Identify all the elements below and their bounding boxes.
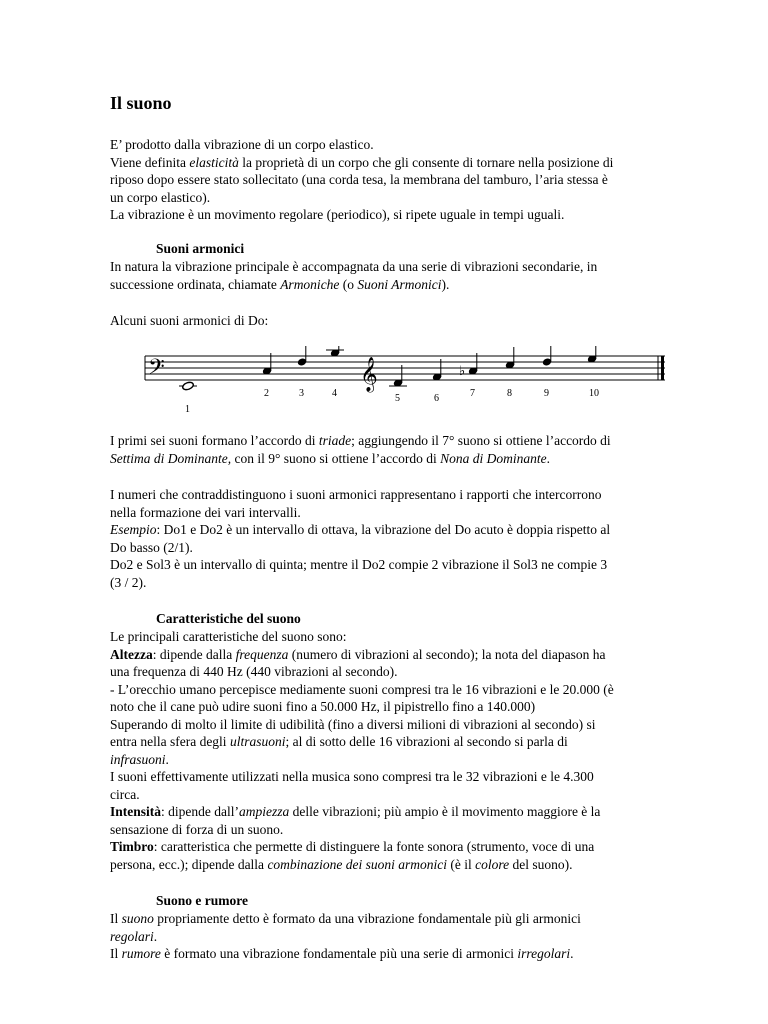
text-line: persona, ecc.); dipende dalla combinazione dei suoni armonici (è il colore del suono). — [110, 856, 573, 872]
text-line: Il suono propriamente detto è formato da una vibrazione fondamentale più gli armonici — [110, 911, 581, 926]
text-line: Settima di Dominante, con il 9° suono si ottiene l’accordo di Nona di Dominante. — [110, 450, 550, 466]
final-barline-thick — [661, 356, 664, 380]
text-line: E’ prodotto dalla vibrazione di un corpo elastico. — [110, 137, 374, 152]
text-line: I numeri che contraddistinguono i suoni armonici rappresentano i rapporti che intercorrono — [110, 487, 602, 502]
flat-icon: ♭ — [459, 364, 466, 379]
text-line: successione ordinata, chiamate Armoniche (o Suoni Armonici). — [110, 276, 450, 292]
music-staff-harmonics — [140, 346, 670, 416]
text-line: noto che il cane può udire suoni fino a 50.000 Hz, il pipistrello fino a 140.000) — [110, 699, 536, 714]
harmonic-number: 7 — [470, 388, 475, 399]
text-line: Timbro: caratteristica che permette di distinguere la fonte sonora (strumento, voce di una — [110, 839, 595, 854]
section-heading-armonici: Suoni armonici — [156, 241, 245, 256]
harmonic-number: 10 — [589, 388, 599, 399]
triade-paragraph — [110, 432, 690, 467]
intro-paragraph — [110, 136, 690, 224]
text-line: Altezza: dipende dalla frequenza (numero di vibrazioni al secondo); la nota del diapason ha — [110, 646, 606, 662]
harmonic-number: 8 — [507, 388, 512, 399]
text-line: I suoni effettivamente utilizzati nella musica sono compresi tra le 32 vibrazioni e le 4.300 — [110, 769, 594, 784]
text-line: In natura la vibrazione principale è accompagnata da una serie di vibrazioni secondarie, in — [110, 259, 598, 274]
text-line: Intensità: dipende dall’ampiezza delle vibrazioni; più ampio è il movimento maggiore è la — [110, 804, 601, 819]
page-title: Il suono — [110, 93, 172, 113]
numeri-paragraph — [110, 486, 690, 591]
harmonic-number: 9 — [544, 388, 549, 399]
text-line: nella formazione dei vari intervalli. — [110, 504, 301, 520]
text-line: Do2 e Sol3 è un intervallo di quinta; mentre il Do2 compie 2 vibrazione il Sol3 ne compie 3 — [110, 557, 608, 572]
armonici-paragraph — [110, 258, 690, 293]
text-line: sensazione di forza di un suono. — [110, 821, 284, 837]
text-line: Il rumore è formato una vibrazione fondamentale più una serie di armonici irregolari. — [110, 946, 574, 961]
text-line: entra nella sfera degli ultrasuoni; al di sotto delle 16 vibrazioni al secondo si parla di — [110, 734, 568, 749]
text-line: La vibrazione è un movimento regolare (periodico), si ripete uguale in tempi uguali. — [110, 207, 565, 222]
harmonic-number: 3 — [299, 388, 304, 399]
text-line: Superando di molto il limite di udibilità (fino a diversi milioni di vibrazioni al secondo) si — [110, 716, 596, 732]
harmonic-number: 1 — [185, 404, 190, 415]
harmonic-number: 5 — [395, 393, 400, 404]
text-line: (3 / 2). — [110, 574, 147, 590]
caratteristiche-paragraph — [110, 628, 690, 873]
text-line: Esempio: Do1 e Do2 è un intervallo di ottava, la vibrazione del Do acuto è doppia rispetto al — [110, 522, 611, 537]
section-heading-rumore: Suono e rumore — [156, 893, 249, 908]
text-line: Le principali caratteristiche del suono sono: — [110, 629, 347, 644]
text-line: Do basso (2/1). — [110, 539, 193, 555]
text-line: regolari. — [110, 928, 158, 944]
text-line: circa. — [110, 786, 140, 802]
harmonic-number: 6 — [434, 393, 439, 404]
rumore-paragraph — [110, 910, 690, 963]
text-line: riposo dopo essere stato sollecitato (una corda tesa, la membrana del tamburo, l’aria stessa è — [110, 172, 608, 187]
text-line: I primi sei suoni formano l’accordo di triade; aggiungendo il 7° suono si ottiene l’accordo di — [110, 433, 611, 448]
bass-clef-icon: 𝄢 — [148, 355, 165, 385]
text-line: infrasuoni. — [110, 751, 169, 767]
note-head — [182, 381, 195, 391]
armonici-caption: Alcuni suoni armonici di Do: — [110, 313, 269, 328]
text-line: - L’orecchio umano percepisce mediamente suoni compresi tra le 16 vibrazioni e le 20.000 (è — [110, 681, 614, 697]
harmonic-number: 2 — [264, 388, 269, 399]
text-line: un corpo elastico). — [110, 189, 211, 205]
text-line: Viene definita elasticità la proprietà di un corpo che gli consente di tornare nella posizione di — [110, 154, 614, 170]
section-heading-caratteristiche: Caratteristiche del suono — [156, 611, 301, 626]
harmonic-number: 4 — [332, 388, 337, 399]
treble-clef-icon: 𝄞 — [360, 357, 378, 392]
text-line: una frequenza di 440 Hz (440 vibrazioni al secondo). — [110, 664, 398, 679]
